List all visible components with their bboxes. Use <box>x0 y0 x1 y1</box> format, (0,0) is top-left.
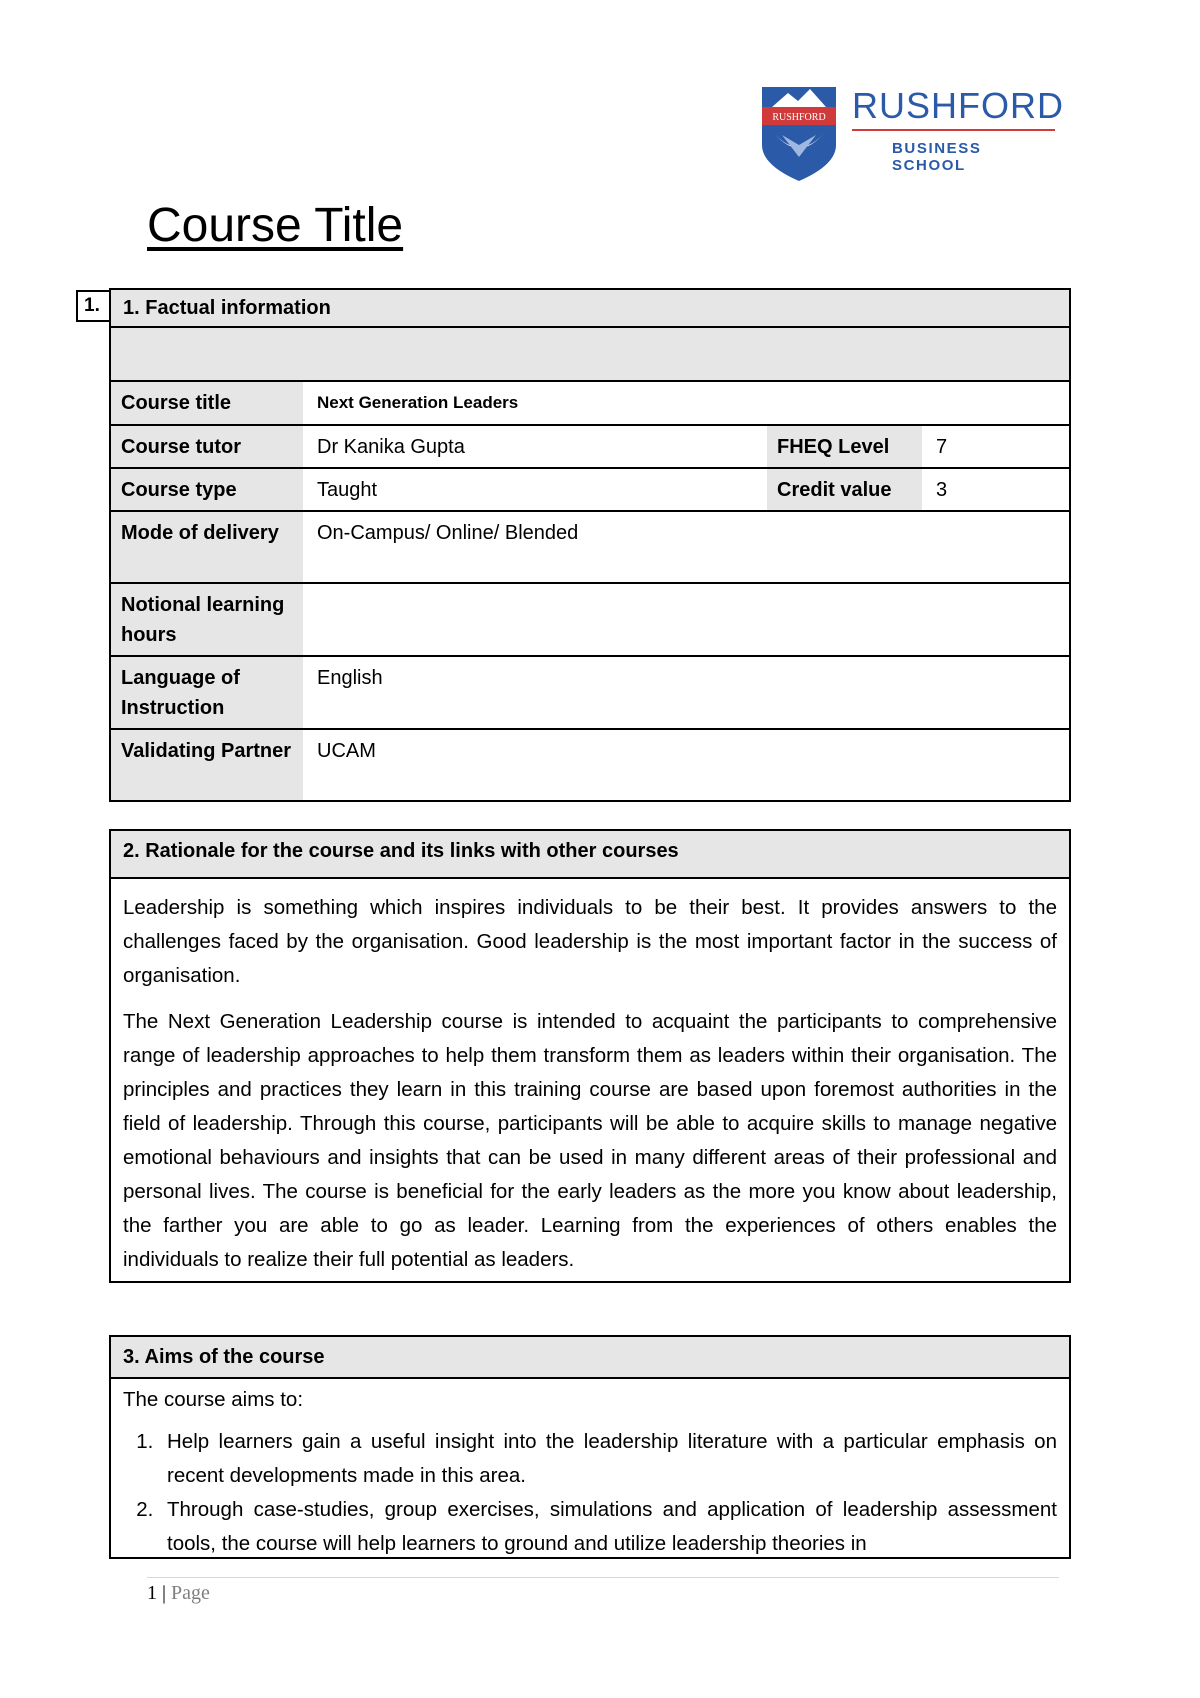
logo-brand: RUSHFORD <box>852 85 1064 126</box>
value-credit-value: 3 <box>936 479 948 501</box>
value-validating-partner: UCAM <box>317 740 376 762</box>
page-title: Course Title <box>147 199 404 252</box>
row-course-type <box>111 467 1069 510</box>
aims-list-item: 2. Through case-studies, group exercises, simulations and application of leadership assessment tools, the course will help learners to ground and utilize leadership theories in <box>159 1493 1057 1559</box>
label-course-tutor: Course tutor <box>111 426 303 467</box>
section-3-heading: 3. Aims of the course <box>111 1337 1069 1377</box>
section-1-spacer-row <box>111 326 1069 380</box>
page-number: 1 <box>147 1582 157 1604</box>
aims-section <box>109 1335 1071 1559</box>
aims-intro: The course aims to: <box>123 1388 304 1411</box>
logo-subtitle: BUSINESS SCHOOL <box>892 140 982 174</box>
footer-separator: | <box>162 1582 167 1604</box>
label-mode-of-delivery: Mode of delivery <box>111 512 303 582</box>
rationale-paragraph-2: The Next Generation Leadership course is intended to acquaint the participants to comprehensive range of leadership approaches to help them transform them as leaders within their organisation. The principles and practices they learn in this training course are based upon foremost authorities in the field of leadership. Through this course, participants will be able to acquire skills to manage negative emotional behaviours and insights that can be used in many different areas of their professional and personal lives. The course is beneficial for the early leaders as the more you know about leadership, the farther you are able to go as leader. Learning from the experiences of others enables the individuals to realize their full potential as leaders. <box>123 1010 1057 1271</box>
value-notional-hours <box>303 584 331 655</box>
label-language: Language of Instruction <box>111 657 303 728</box>
value-course-tutor: Dr Kanika Gupta <box>317 436 465 458</box>
factual-information-table <box>109 288 1071 802</box>
value-fheq-level: 7 <box>936 436 948 458</box>
rationale-section <box>109 829 1071 1283</box>
aims-list-item: 1. Help learners gain a useful insight into the leadership literature with a particular emphasis on recent developments made in this area. <box>159 1425 1057 1493</box>
row-notional-hours <box>111 582 1069 655</box>
label-validating-partner: Validating Partner <box>111 730 303 800</box>
shield-crest-icon <box>760 85 838 183</box>
footer-divider <box>147 1577 1059 1578</box>
page-footer <box>147 1582 210 1605</box>
rationale-text <box>111 879 1069 1281</box>
row-course-title <box>111 380 1069 424</box>
section-2-heading: 2. Rationale for the course and its links with other courses <box>111 831 1069 877</box>
section-3-body <box>111 1377 1069 1559</box>
value-mode-of-delivery: On-Campus/ Online/ Blended <box>317 522 579 544</box>
shield-text: RUSHFORD <box>772 112 826 123</box>
page-word: Page <box>171 1582 210 1604</box>
section-2-body <box>111 877 1069 1281</box>
row-validating-partner <box>111 728 1069 800</box>
label-course-type: Course type <box>111 469 303 510</box>
school-logo <box>760 85 1064 185</box>
value-language: English <box>317 667 383 689</box>
row-language <box>111 655 1069 728</box>
label-credit-value: Credit value <box>767 469 922 510</box>
row-mode-of-delivery <box>111 510 1069 582</box>
label-course-title: Course title <box>111 382 303 424</box>
label-notional-hours: Notional learning hours <box>111 584 303 655</box>
value-course-title: Next Generation Leaders <box>317 393 519 412</box>
value-course-type: Taught <box>317 479 378 501</box>
logo-divider <box>852 129 1055 131</box>
row-course-tutor <box>111 424 1069 467</box>
label-fheq-level: FHEQ Level <box>767 426 922 467</box>
section-1-outer-number: 1. <box>76 290 112 322</box>
aims-list <box>111 1425 1069 1559</box>
rationale-paragraph-1: Leadership is something which inspires individuals to be their best. It provides answers to the challenges faced by the organisation. Good leadership is the most important factor in the success of organisation. <box>123 896 1057 987</box>
section-1-heading: 1. Factual information <box>111 290 1069 326</box>
